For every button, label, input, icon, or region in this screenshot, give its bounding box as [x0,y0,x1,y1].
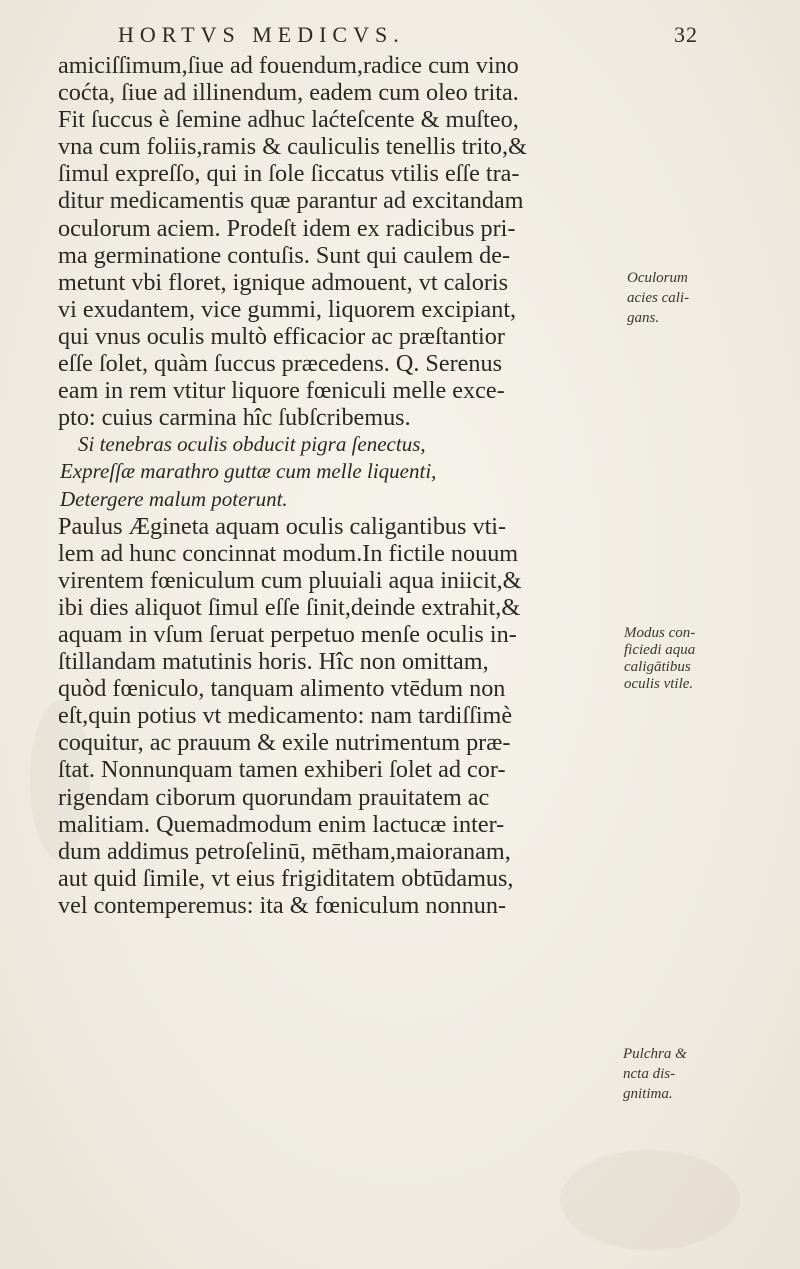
running-title: HORTVS MEDICVS. [118,22,405,47]
text-line: coquitur, ac prauum & exile nutrimentum præ- [58,729,511,757]
marginal-note-oculorum [627,268,689,328]
text-line: metunt vbi floret, ignique admouent, vt caloris [58,268,509,296]
text-line: malitiam. Quemadmodum enim lactucæ inter- [58,810,505,838]
text-line: Fit ſuccus è ſemine adhuc laćteſcente & muſteo, [58,106,519,134]
marginal-note-pulchra [623,1044,687,1104]
running-header [118,22,698,56]
marginal-line: gans. [627,310,660,326]
marginal-note-modus [624,625,695,693]
text-line: ma germinatione contuſis. Sunt qui caulem de- [58,241,511,269]
page-number: 32 [674,22,698,47]
verse-line: Detergere malum poterunt. [60,486,288,511]
text-line: pto: cuius carmina hîc ſubſcribemus. [58,404,411,432]
text-line: coćta, ſiue ad illinendum, eadem cum oleo trita. [58,79,519,107]
text-line: amiciſſimum,ſiue ad fouendum,radice cum vino [58,52,519,79]
text-line: quòd fœniculo, tanquam alimento vtēdum non [58,675,506,703]
text-line: vna cum foliis,ramis & cauliculis tenellis trito,& [58,133,527,161]
text-line: vel contemperemus: ita & fœniculum nonnun- [58,891,507,919]
text-line: virentem fœniculum cum pluuiali aqua iniicit,& [58,566,522,594]
verse-line: Expreſſæ marathro guttæ cum melle liquenti, [60,459,437,484]
marginal-line: Pulchra & [623,1046,687,1062]
text-line: Paulus Ægineta aquam oculis caligantibus vti- [58,512,507,540]
text-line: qui vnus oculis multò efficacior ac præſtantior [58,322,505,350]
verse-line: Si tenebras oculis obducit pigra ſenectus, [78,432,426,457]
text-line: ibi dies aliquot ſimul eſſe ſinit,deinde extrahit,& [58,593,521,621]
marginal-line: Oculorum [627,270,688,286]
text-line: rigendam ciborum quorundam prauitatem ac [58,783,490,811]
text-line: aut quid ſimile, vt eius frigiditatem obtūdamus, [58,864,514,892]
marginal-line: ncta dis- [623,1066,676,1082]
text-line: eam in rem vtitur liquore fœniculi melle exce- [58,377,505,405]
marginal-line: caligātibus [624,659,691,675]
text-line: eſt,quin potius vt medicamento: nam tardiſſimè [58,702,513,730]
text-line: aquam in vſum ſeruat perpetuo menſe oculis in- [58,620,517,648]
text-line: lem ad hunc concinnat modum.In fictile nouum [58,539,519,567]
text-line: ditur medicamentis quæ parantur ad excitandam [58,187,524,215]
text-line: ſtat. Nonnunquam tamen exhiberi ſolet ad cor- [58,756,506,784]
text-line: ſtillandam matutinis horis. Hîc non omittam, [58,648,489,676]
paper-stain [560,1150,740,1250]
marginal-line: Modus con- [624,625,696,641]
text-line: eſſe ſolet, quàm ſuccus præcedens. Q. Serenus [58,350,502,378]
text-line: vi exudantem, vice gummi, liquorem excipiant, [58,295,517,323]
marginal-line: acies cali- [627,290,690,306]
text-line: oculorum aciem. Prodeſt idem ex radicibus pri- [58,214,516,242]
marginal-line: ficiedi aqua [624,642,696,658]
text-line: dum addimus petroſelinū, mētham,maioranam, [58,837,511,865]
marginal-line: gnitima. [623,1086,673,1102]
main-text-block [58,52,593,919]
text-line: ſimul expreſſo, qui in ſole ſiccatus vtilis eſſe tra- [58,160,520,188]
marginal-line: oculis vtile. [624,676,694,692]
